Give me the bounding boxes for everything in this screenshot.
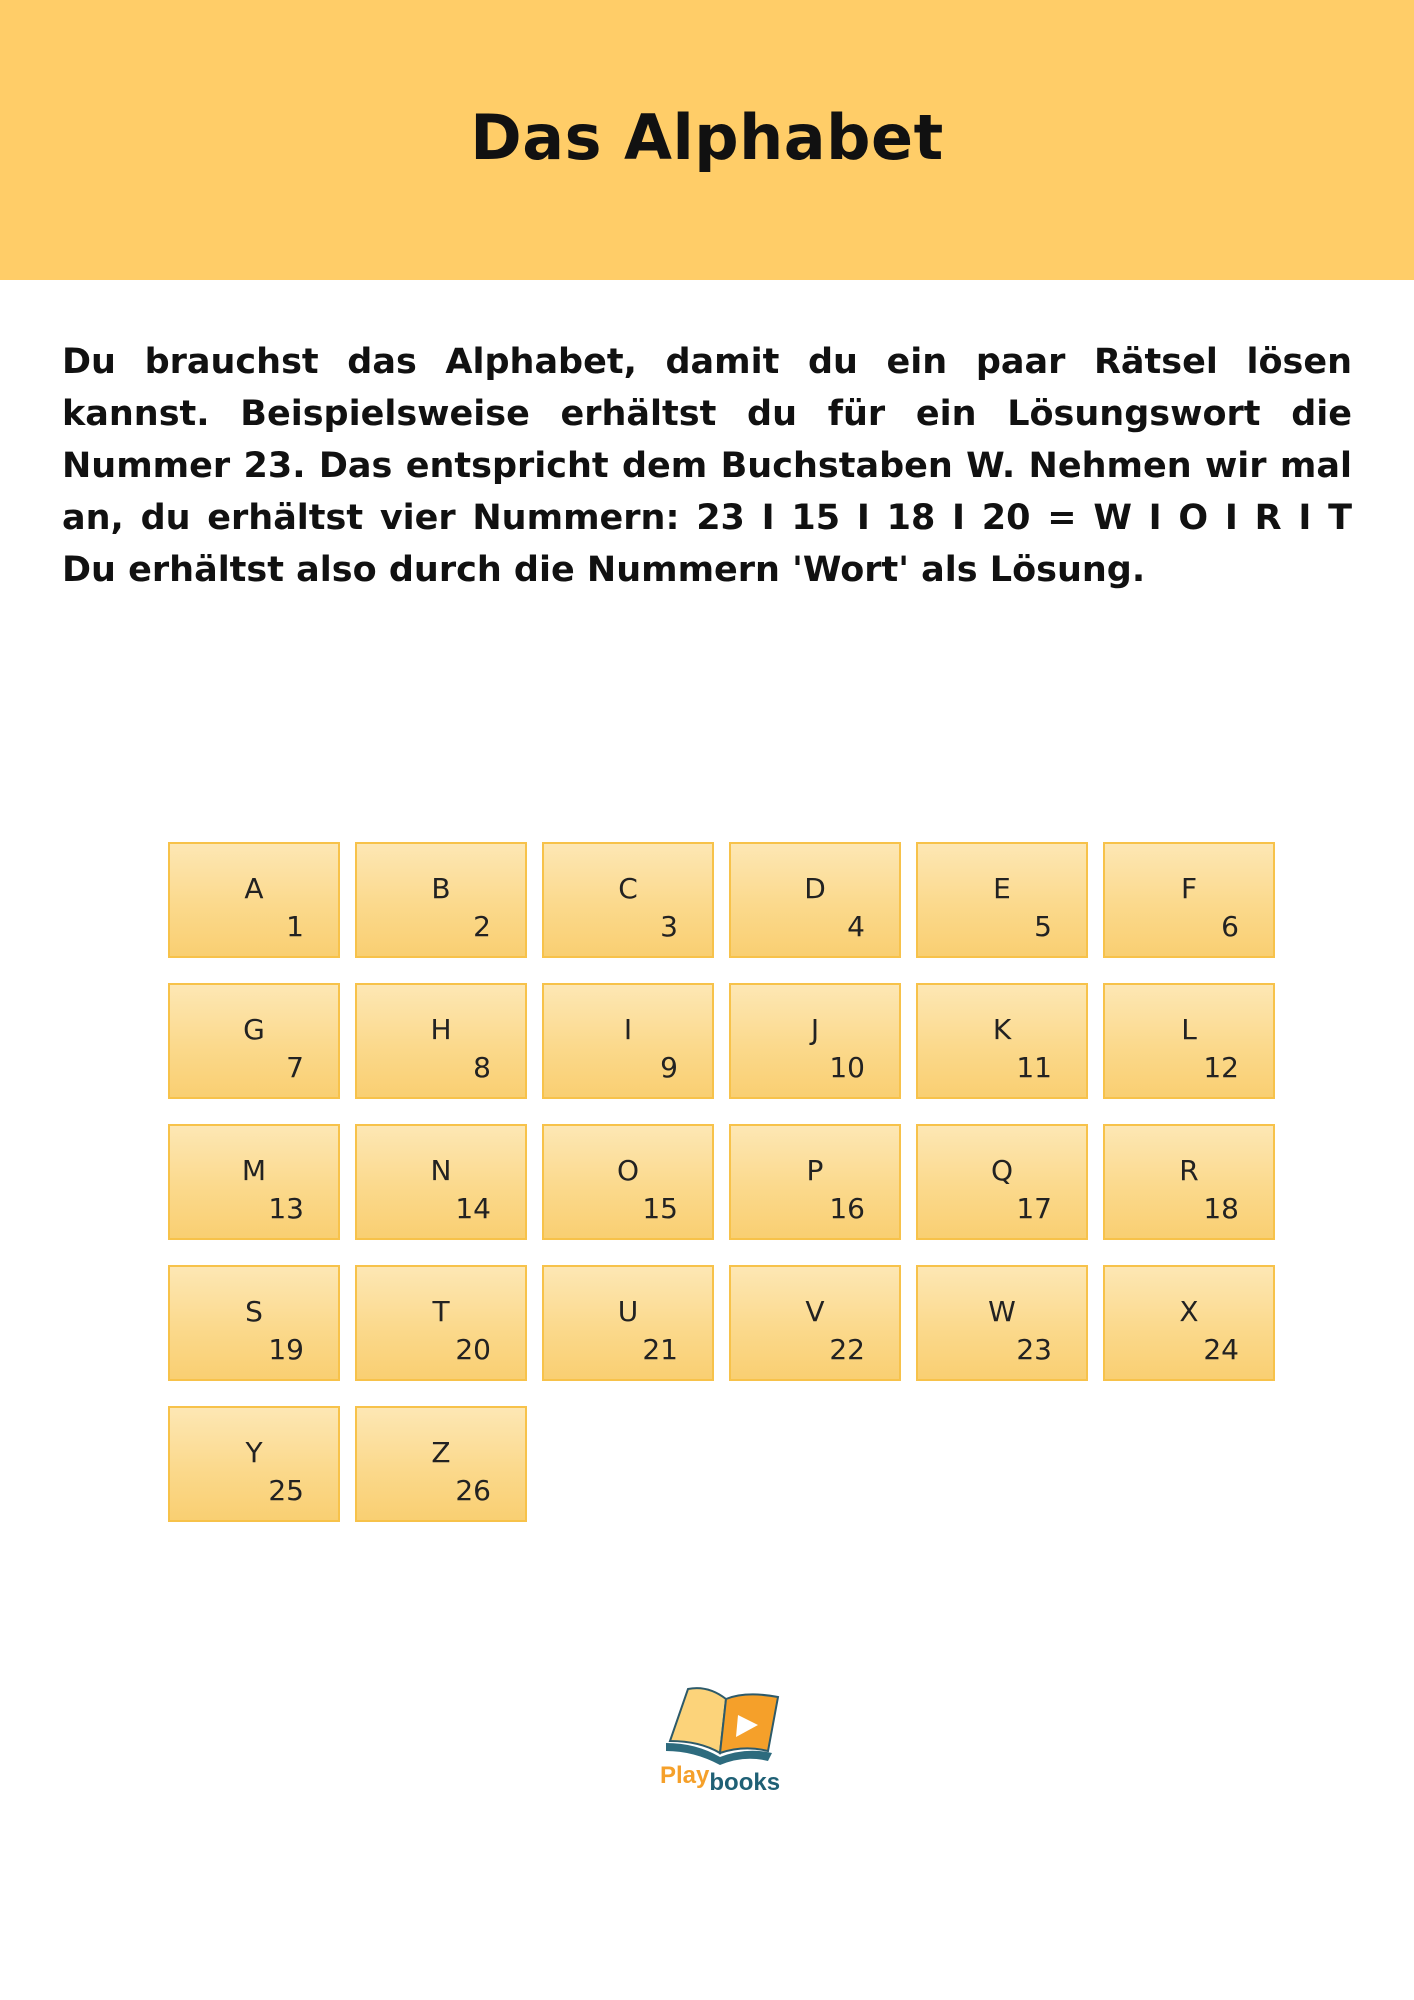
tile-letter: Y: [245, 1436, 263, 1469]
tile-letter: A: [244, 872, 264, 905]
tile-number: 12: [1203, 1051, 1239, 1084]
tile-letter: K: [992, 1013, 1012, 1046]
tile-letter: T: [432, 1295, 450, 1328]
tile-number: 26: [455, 1474, 491, 1507]
tile-letter: D: [804, 872, 826, 905]
tile-number: 21: [642, 1333, 678, 1366]
tile-number: 3: [660, 910, 678, 943]
tile-letter: G: [243, 1013, 265, 1046]
letter-tile-y: [168, 1406, 340, 1522]
letter-tile-h: [355, 983, 527, 1099]
tile-letter: E: [993, 872, 1011, 905]
letter-tile-u: [542, 1265, 714, 1381]
letter-tile-k: [916, 983, 1088, 1099]
playbooks-logo: [660, 1685, 790, 1805]
logo-wordmark: [660, 1762, 800, 1797]
tile-number: 8: [473, 1051, 491, 1084]
tile-number: 7: [286, 1051, 304, 1084]
tile-number: 11: [1016, 1051, 1052, 1084]
page-title: Das Alphabet: [470, 100, 944, 174]
letter-tile-o: [542, 1124, 714, 1240]
letter-tile-b: [355, 842, 527, 958]
intro-conclusion: Du erhältst also durch die Nummern 'Wort' als Lösung.: [62, 550, 1146, 590]
tile-number: 22: [829, 1333, 865, 1366]
letter-tile-r: [1103, 1124, 1275, 1240]
tile-letter: J: [810, 1013, 820, 1046]
logo-books-text: books: [709, 1769, 781, 1796]
tile-letter: N: [430, 1154, 452, 1187]
letter-tile-g: [168, 983, 340, 1099]
page-header: [0, 0, 1414, 280]
letter-tile-c: [542, 842, 714, 958]
tile-number: 20: [455, 1333, 491, 1366]
tile-number: 1: [286, 910, 304, 943]
tile-letter: R: [1179, 1154, 1199, 1187]
letter-tile-a: [168, 842, 340, 958]
letter-tile-s: [168, 1265, 340, 1381]
letter-tile-f: [1103, 842, 1275, 958]
alphabet-grid: [168, 842, 1275, 1522]
tile-number: 19: [268, 1333, 304, 1366]
tile-number: 14: [455, 1192, 491, 1225]
letter-tile-x: [1103, 1265, 1275, 1381]
tile-number: 23: [1016, 1333, 1052, 1366]
tile-number: 6: [1221, 910, 1239, 943]
tile-number: 16: [829, 1192, 865, 1225]
letter-tile-q: [916, 1124, 1088, 1240]
tile-letter: P: [806, 1154, 824, 1187]
tile-letter: V: [805, 1295, 825, 1328]
letter-tile-d: [729, 842, 901, 958]
tile-number: 13: [268, 1192, 304, 1225]
letter-tile-e: [916, 842, 1088, 958]
letter-tile-p: [729, 1124, 901, 1240]
letter-tile-v: [729, 1265, 901, 1381]
tile-number: 9: [660, 1051, 678, 1084]
tile-letter: L: [1181, 1013, 1197, 1046]
tile-number: 10: [829, 1051, 865, 1084]
tile-letter: W: [988, 1295, 1016, 1328]
tile-number: 5: [1034, 910, 1052, 943]
tile-letter: Z: [431, 1436, 451, 1469]
letter-tile-w: [916, 1265, 1088, 1381]
tile-letter: F: [1180, 872, 1198, 905]
tile-number: 4: [847, 910, 865, 943]
intro-paragraph: Du brauchst das Alphabet, damit du ein paar Rätsel lösen kannst. Beispielsweise erhältst du für ein Lösungswort die Nummer 23. Das entspricht dem Buchstaben W. Nehmen wir mal an, du erhältst vier Nummern: 23 I 15 I 18 I 20 = W I O I R I T: [62, 342, 1352, 538]
tile-letter: M: [241, 1154, 267, 1187]
letter-tile-t: [355, 1265, 527, 1381]
tile-number: 17: [1016, 1192, 1052, 1225]
tile-number: 18: [1203, 1192, 1239, 1225]
tile-number: 2: [473, 910, 491, 943]
tile-letter: Q: [990, 1154, 1014, 1187]
tile-letter: U: [617, 1295, 639, 1328]
open-book-play-icon: [664, 1685, 788, 1765]
tile-letter: B: [431, 872, 451, 905]
tile-letter: C: [618, 872, 638, 905]
letter-tile-z: [355, 1406, 527, 1522]
tile-letter: S: [245, 1295, 263, 1328]
letter-tile-j: [729, 983, 901, 1099]
tile-letter: H: [430, 1013, 452, 1046]
logo-play-text: Play: [660, 1762, 710, 1789]
tile-number: 15: [642, 1192, 678, 1225]
letter-tile-m: [168, 1124, 340, 1240]
letter-tile-i: [542, 983, 714, 1099]
tile-letter: O: [616, 1154, 640, 1187]
letter-tile-l: [1103, 983, 1275, 1099]
letter-tile-n: [355, 1124, 527, 1240]
tile-number: 24: [1203, 1333, 1239, 1366]
tile-number: 25: [268, 1474, 304, 1507]
tile-letter: I: [623, 1013, 633, 1046]
tile-letter: X: [1179, 1295, 1199, 1328]
